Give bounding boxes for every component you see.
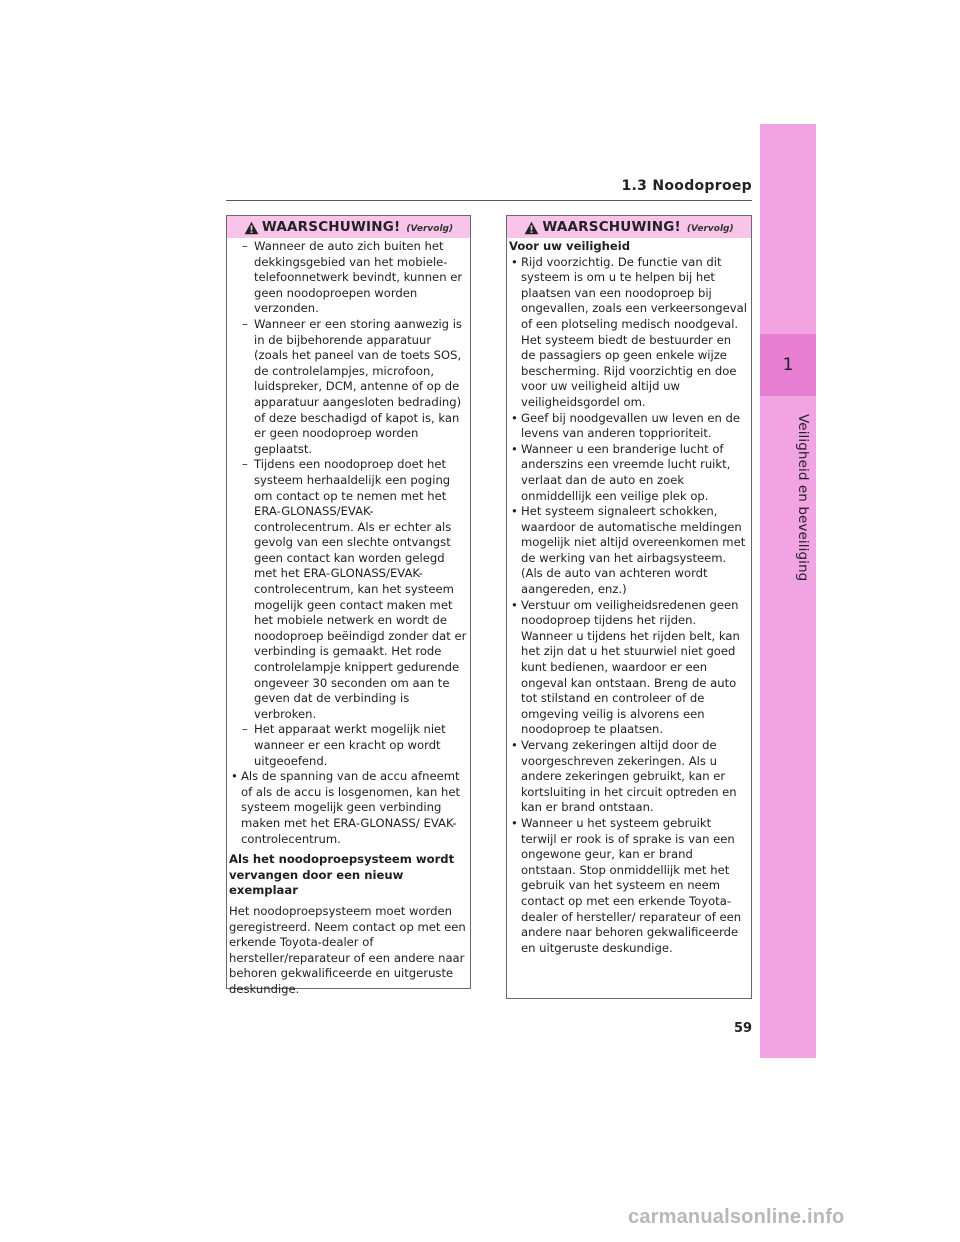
bullet-item: • Verstuur om veiligheidsredenen geen noodoproep tijdens het rijden. Wanneer u tijdens het rijden belt, kan het zijn dat u het stuurwiel niet goed kunt bedienen, waardoor er een ongeval kan ontstaan. Breng de auto tot stilstand en controleer of de omgeving veilig is alvorens een noodoproep te plaatsen. (511, 597, 740, 737)
paragraph: Het noodoproepsysteem moet worden geregistreerd. Neem contact op met een erkende Toyota-dealer of hersteller/reparateur of een andere naar behoren gekwalificeerde en uitgeruste deskundige. (229, 903, 466, 996)
watermark: carmanualsonline.info (628, 1206, 845, 1228)
chapter-title: Veiligheid en beveiliging (795, 414, 811, 582)
header-divider (226, 200, 752, 201)
chapter-sidebar (760, 124, 816, 1058)
bullet-item: • Vervang zekeringen altijd door de voorgeschreven zekeringen. Als u andere zekeringen gebruikt, kan er kortsluiting in het circuit optreden en kan er brand ontstaan. (511, 738, 737, 815)
bullet-item: • Het systeem signaleert schokken, waardoor de automatische meldingen mogelijk niet altijd overeenkomen met de werking van het airbagsysteem. (Als de auto van achteren wordt aangereden, enz.) (511, 504, 746, 597)
warning-icon (524, 221, 539, 235)
warning-continued: (Vervolg) (406, 224, 454, 234)
dash-item: – Tijdens een noodoproep doet het systeem herhaaldelijk een poging om contact op te nemen met het ERA-GLONASS/EVAK-controlecentrum. Als er echter als gevolg van een slechte ontvangst geen contact kan worden gelegd met het ERA-GLONASS/EVAK-controlecentrum, kan het systeem mogelijk geen contact maken met het mobiele netwerk en wordt de noodoproep beëindigd zonder dat er verbinding is gemaakt. Het rode controlelampje knippert gedurende ongeveer 30 seconden om aan te geven dat de verbinding is verbroken. (242, 457, 467, 721)
warning-header (227, 216, 470, 238)
bullet-item: • Wanneer u het systeem gebruikt terwijl er rook is of sprake is van een ongewone geur, kan er brand ontstaan. Stop onmiddellijk met het gebruik van het systeem en neem contact op met een erkende Toyota-dealer of hersteller/ reparateur of een andere naar behoren gekwalificeerde en uitgeruste deskundige. (511, 815, 742, 955)
warning-title: WAARSCHUWING! (542, 219, 681, 235)
warning-box-left (226, 215, 471, 996)
dash-item: – Wanneer er een storing aanwezig is in de bijbehorende apparatuur (zoals het paneel van de toets SOS, de controlelampjes, microfoon, luidspreker, DCM, antenne of op de apparatuur aangesloten bedrading) of deze beschadigd of kapot is, kan er geen noodoproep worden geplaatst. (242, 316, 462, 456)
warning-content (507, 238, 751, 956)
bullet-item: • Wanneer u een branderige lucht of anderszins een vreemde lucht ruikt, verlaat dan de auto en zoek onmiddellijk een veilige plek op. (511, 441, 731, 503)
page-number: 59 (734, 1021, 753, 1036)
chapter-tab[interactable] (760, 334, 816, 396)
subheading: Als het noodoproepsysteem wordt vervangen door een nieuw exemplaar (229, 852, 455, 898)
chapter-number: 1 (782, 355, 794, 375)
subheading: Voor uw veiligheid (509, 239, 631, 253)
dash-item: – Het apparaat werkt mogelijk niet wanneer er een kracht op wordt uitgeoefend. (242, 722, 446, 768)
bullet-item: • Geef bij noodgevallen uw leven en de levens van anderen topprioriteit. (511, 410, 741, 441)
bullet-item: • Rijd voorzichtig. De functie van dit systeem is om u te helpen bij het plaatsen van een noodoproep bij ongevallen, zoals een verkeersongeval of een plotseling medisch noodgeval. Het systeem biedt de bestuurder en de passagiers op geen enkele wijze bescherming. Rijd voorzichtig en doe voor uw veiligheid altijd uw veiligheidsgordel om. (511, 254, 747, 409)
bullet-item: • Als de spanning van de accu afneemt of als de accu is losgenomen, kan het systeem mogelijk geen verbinding maken met het ERA-GLONASS/ EVAK- controlecentrum. (231, 769, 461, 846)
warning-content (227, 238, 470, 998)
warning-icon (244, 221, 259, 235)
warning-box-right (506, 215, 752, 999)
warning-header (507, 216, 751, 238)
warning-title: WAARSCHUWING! (261, 219, 401, 235)
warning-continued: (Vervolg) (686, 224, 734, 234)
section-title: 1.3 Noodoproep (621, 178, 752, 194)
dash-item: – Wanneer de auto zich buiten het dekkingsgebied van het mobiele-telefoonnetwerk bevindt, kunnen er geen noodoproepen worden verzonden. (242, 239, 463, 316)
